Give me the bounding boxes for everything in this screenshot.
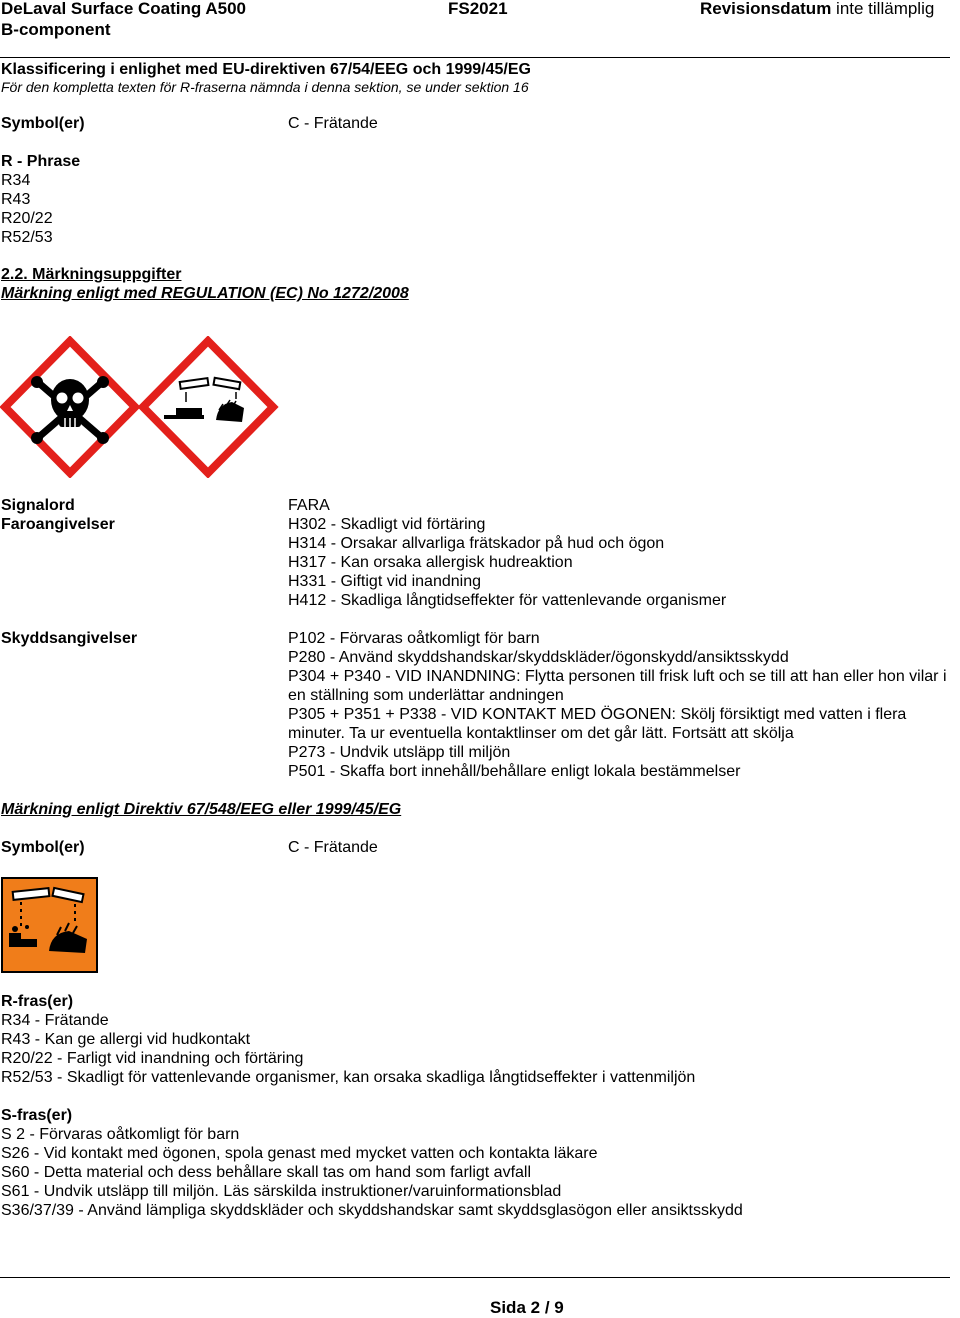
list-item: R43 - Kan ge allergi vid hudkontakt (1, 1031, 251, 1048)
list-item: P102 - Förvaras oåtkomligt för barn (288, 630, 540, 647)
directive-symbol-value: C - Frätande (288, 839, 378, 856)
document-id: FS2021 (448, 0, 508, 18)
regulation-title: Märkning enligt med REGULATION (EC) No 1272/2008 (1, 285, 409, 302)
s-phrases-list (1, 1106, 743, 1220)
precautionary-statements-list (288, 629, 948, 781)
signal-word-value: FARA (288, 497, 330, 514)
list-item: H317 - Kan orsaka allergisk hudreaktion (288, 554, 573, 571)
skull-crossbones-icon (5, 341, 135, 473)
list-item: R20/22 - Farligt vid inandning och förtäring (1, 1050, 304, 1067)
list-item: P501 - Skaffa bort innehåll/behållare enligt lokala bestämmelser (288, 763, 741, 780)
list-item: H302 - Skadligt vid förtäring (288, 516, 486, 533)
hazard-statements-list (288, 496, 726, 610)
list-item: R43 (1, 191, 31, 208)
r-phrases-label: R-fras(er) (1, 993, 74, 1010)
list-item: S36/37/39 - Använd lämpliga skyddskläder och skyddshandskar samt skyddsglasögon eller ansiktsskydd (1, 1202, 743, 1219)
list-item: S 2 - Förvaras oåtkomligt för barn (1, 1126, 240, 1143)
precautionary-statements-label: Skyddsangivelser (1, 630, 138, 647)
list-item: H314 - Orsakar allvarliga frätskador på hud och ögon (288, 535, 665, 552)
directive-title: Märkning enligt Direktiv 67/548/EEG eller 1999/45/EG (1, 801, 402, 818)
section-title: 2.2. Märkningsuppgifter (1, 266, 182, 283)
list-item: S61 - Undvik utsläpp till miljön. Läs särskilda instruktioner/varuinformationsblad (1, 1183, 562, 1200)
list-item: R52/53 (1, 229, 53, 246)
r-phrases-list (1, 992, 695, 1087)
r-phrase-list (1, 152, 80, 247)
list-item: R20/22 (1, 210, 53, 227)
list-item: P280 - Använd skyddshandskar/skyddskläder/ögonskydd/ansiktsskydd (288, 649, 789, 666)
s-phrases-label: S-fras(er) (1, 1107, 73, 1124)
symbol-label: Symbol(er) (1, 115, 85, 132)
list-item: P305 + P351 + P338 - VID KONTAKT MED ÖGONEN: Skölj försiktigt med vatten i flera minuter. Ta ur eventuella kontaktlinser om det går lätt. Fortsätt att skölja (288, 706, 907, 742)
footer-divider (0, 1277, 950, 1278)
page-number (490, 1298, 564, 1318)
page-label: Sida (490, 1298, 526, 1317)
symbol-value: C - Frätande (288, 115, 378, 132)
header-divider (0, 57, 950, 58)
revision-date (700, 0, 934, 19)
classification-title: Klassificering i enlighet med EU-direktiven 67/54/EEG och 1999/45/EG (1, 61, 531, 78)
list-item: S26 - Vid kontakt med ögonen, spola genast med mycket vatten och kontakta läkare (1, 1145, 598, 1162)
list-item: H412 - Skadliga långtidseffekter för vattenlevande organismer (288, 592, 727, 609)
page-value: 2 / 9 (530, 1298, 564, 1317)
list-item: R34 - Frätande (1, 1012, 109, 1029)
hazard-statements-label: Faroangivelser (1, 516, 115, 533)
list-item: S60 - Detta material och dess behållare skall tas om hand som farligt avfall (1, 1164, 532, 1181)
list-item: R52/53 - Skadligt för vattenlevande organismer, kan orsaka skadliga långtidseffekter i vattenmiljön (1, 1069, 696, 1086)
corrosive-orange-icon (1, 877, 98, 973)
revision-value: inte tillämplig (836, 0, 935, 18)
list-item: P304 + P340 - VID INANDNING: Flytta personen till frisk luft och se till att han eller hon vilar i en ställning som underlättar andningen (288, 668, 947, 704)
signal-word-label: Signalord (1, 497, 75, 514)
directive-symbol-label: Symbol(er) (1, 839, 85, 856)
list-item: P273 - Undvik utsläpp till miljön (288, 744, 511, 761)
product-name: DeLaval Surface Coating A500 B-component (1, 0, 247, 39)
list-item: H331 - Giftigt vid inandning (288, 573, 481, 590)
list-item: R34 (1, 172, 31, 189)
r-phrase-label: R - Phrase (1, 153, 81, 170)
ghs-pictograms (0, 336, 280, 478)
classification-note: För den kompletta texten för R-fraserna nämnda i denna sektion, se under sektion 16 (1, 79, 529, 95)
revision-label: Revisionsdatum (700, 0, 832, 18)
corrosion-icon (143, 341, 273, 473)
